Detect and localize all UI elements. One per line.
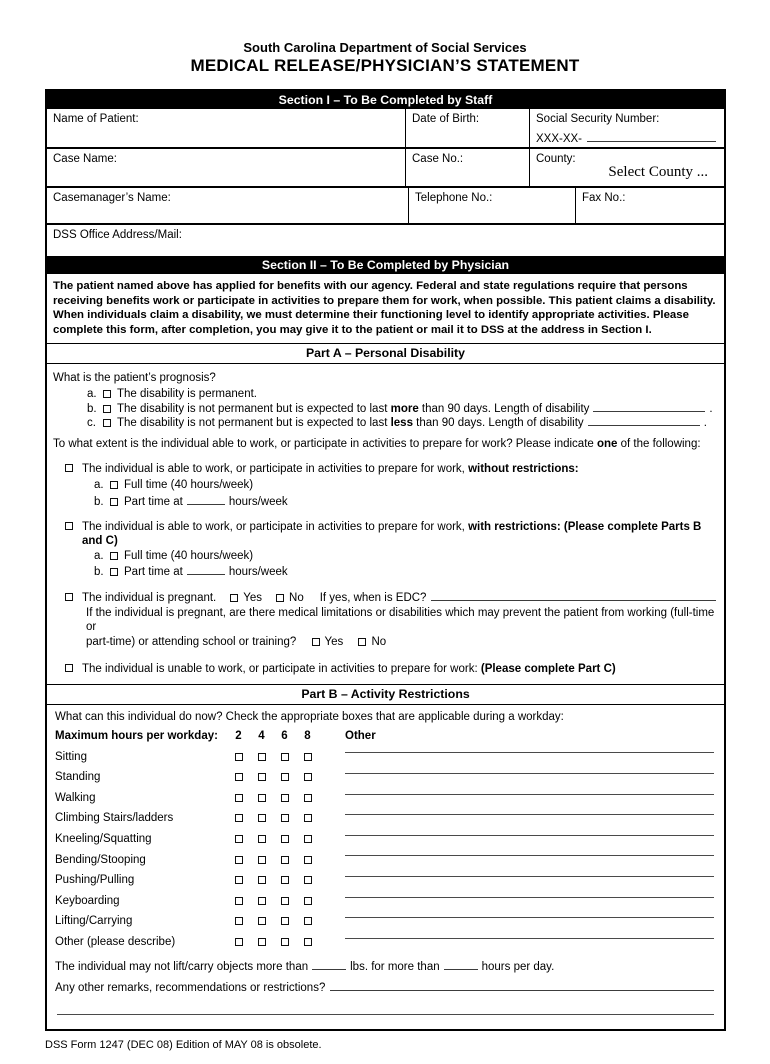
activity-label: Lifting/Carrying bbox=[55, 915, 133, 928]
part-time-checkbox[interactable] bbox=[110, 498, 118, 506]
checkbox-8h[interactable] bbox=[304, 773, 312, 781]
form-title: MEDICAL RELEASE/PHYSICIAN’S STATEMENT bbox=[190, 56, 580, 75]
full-time-checkbox[interactable] bbox=[110, 552, 118, 560]
hours-4-cell bbox=[250, 876, 273, 884]
dss-office-cell[interactable] bbox=[47, 225, 724, 256]
checkbox-4h[interactable] bbox=[258, 835, 266, 843]
hours-8-cell bbox=[296, 773, 319, 781]
activity-label: Pushing/Pulling bbox=[55, 874, 135, 887]
with-restrictions-bold: with restrictions: (Please complete Parts B and C) bbox=[82, 520, 702, 547]
length-of-disability-field[interactable] bbox=[593, 402, 705, 412]
hours-6-cell bbox=[273, 938, 296, 946]
remarks-field[interactable] bbox=[330, 981, 714, 991]
checkbox-8h[interactable] bbox=[304, 876, 312, 884]
other-field[interactable] bbox=[345, 835, 714, 836]
activity-row-other bbox=[55, 932, 716, 953]
pregnant-continuation-2 bbox=[86, 635, 718, 649]
activity-label: Keyboarding bbox=[55, 894, 120, 907]
checkbox-4h[interactable] bbox=[258, 938, 266, 946]
checkbox-4h[interactable] bbox=[258, 794, 266, 802]
checkbox-6h[interactable] bbox=[281, 835, 289, 843]
full-time-label: Full time (40 hours/week) bbox=[124, 550, 254, 563]
agency-name: South Carolina Department of Social Services bbox=[243, 40, 527, 55]
part-time-hours-field[interactable] bbox=[187, 565, 225, 575]
edc-date-field[interactable] bbox=[431, 591, 716, 601]
hours-8-cell bbox=[296, 794, 319, 802]
other-field[interactable] bbox=[345, 855, 714, 856]
activity-row-pushing bbox=[55, 870, 716, 891]
checkbox-2h[interactable] bbox=[235, 753, 243, 761]
ssn-label: Social Security Number: bbox=[536, 113, 660, 125]
other-field[interactable] bbox=[345, 814, 714, 815]
section1-row-1 bbox=[47, 109, 724, 149]
with-restrictions-checkbox[interactable] bbox=[65, 522, 73, 530]
without-full-time-option bbox=[94, 478, 718, 492]
case-no-cell[interactable] bbox=[406, 149, 530, 186]
ssn-field[interactable] bbox=[587, 132, 716, 142]
activity-label: Climbing Stairs/ladders bbox=[55, 812, 174, 825]
pregnant-yes bbox=[230, 591, 262, 605]
work-with-restrictions-option bbox=[53, 520, 718, 548]
county-cell bbox=[530, 149, 724, 186]
part-time-label: Part time at bbox=[124, 495, 183, 508]
pregnant-continuation-text: part-time) or attending school or training? bbox=[86, 636, 297, 649]
hours-6-cell bbox=[273, 897, 296, 905]
activity-row-sitting bbox=[55, 746, 716, 767]
length-of-disability-field[interactable] bbox=[588, 416, 700, 426]
hours-4-cell bbox=[250, 897, 273, 905]
casemanager-label: Casemanager’s Name: bbox=[53, 192, 171, 204]
activity-label: Bending/Stooping bbox=[55, 853, 146, 866]
prognosis-a-checkbox[interactable] bbox=[103, 390, 111, 398]
with-restrictions-text bbox=[82, 520, 718, 548]
prognosis-c-text: The disability is not permanent but is expected to last bbox=[117, 417, 391, 430]
extent-question-text: To what extent is the individual able to work, or participate in activities to prepare for work? Please indicate bbox=[53, 438, 597, 451]
case-name-label: Case Name: bbox=[53, 153, 117, 165]
option-letter: a. bbox=[94, 550, 104, 563]
name-of-patient-cell[interactable] bbox=[47, 109, 406, 147]
section1-row-3 bbox=[47, 188, 724, 225]
fax-label: Fax No.: bbox=[582, 192, 626, 204]
activity-row-walking bbox=[55, 788, 716, 809]
case-name-cell[interactable] bbox=[47, 149, 406, 186]
hours-4-cell bbox=[250, 773, 273, 781]
prognosis-option-b bbox=[87, 402, 718, 416]
checkbox-6h[interactable] bbox=[281, 814, 289, 822]
pregnant-no bbox=[276, 591, 304, 605]
part-a-body bbox=[47, 364, 724, 684]
hours-6-cell bbox=[273, 876, 296, 884]
other-field[interactable] bbox=[345, 897, 714, 898]
hours-col-4: 4 bbox=[258, 730, 265, 743]
fax-cell[interactable] bbox=[576, 188, 724, 223]
hours-6-cell bbox=[273, 814, 296, 822]
edc-question: If yes, when is EDC? bbox=[319, 591, 427, 604]
activity-row-lifting bbox=[55, 911, 716, 932]
full-time-checkbox[interactable] bbox=[110, 481, 118, 489]
hours-col-6: 6 bbox=[281, 730, 288, 743]
hours-4-cell bbox=[250, 917, 273, 925]
limitations-no-checkbox[interactable] bbox=[358, 638, 366, 646]
date-of-birth-cell[interactable] bbox=[406, 109, 530, 147]
without-restrictions-checkbox[interactable] bbox=[65, 464, 73, 472]
hours-6-cell bbox=[273, 835, 296, 843]
option-letter: c. bbox=[87, 417, 96, 430]
other-field[interactable] bbox=[345, 876, 714, 877]
lift-carry-statement bbox=[55, 960, 716, 973]
hours-2-cell bbox=[227, 876, 250, 884]
checkbox-6h[interactable] bbox=[281, 938, 289, 946]
pregnant-continuation-1: If the individual is pregnant, are there medical limitations or disabilities which may prevent the patient from working (full-time or bbox=[86, 606, 715, 633]
prognosis-b-bold: more bbox=[390, 402, 419, 415]
hours-2-cell bbox=[227, 856, 250, 864]
without-restrictions-text bbox=[82, 462, 718, 476]
hours-8-cell bbox=[296, 753, 319, 761]
form-number-footer: DSS Form 1247 (DEC 08) Edition of MAY 08 is obsolete. bbox=[45, 1039, 322, 1052]
activity-row-bending bbox=[55, 849, 716, 870]
lift-hours-field[interactable] bbox=[444, 960, 478, 970]
part-time-label2: hours/week bbox=[228, 565, 288, 578]
part-time-label2: hours/week bbox=[228, 495, 288, 508]
hours-6-cell bbox=[273, 753, 296, 761]
checkbox-2h[interactable] bbox=[235, 835, 243, 843]
part-time-hours-field[interactable] bbox=[187, 495, 225, 505]
other-field[interactable] bbox=[345, 752, 714, 753]
activity-row-standing bbox=[55, 767, 716, 788]
other-field[interactable] bbox=[345, 938, 714, 939]
section1-row-4 bbox=[47, 225, 724, 256]
checkbox-8h[interactable] bbox=[304, 794, 312, 802]
with-restrictions-pre: The individual is able to work, or participate in activities to prepare for work, bbox=[82, 520, 469, 533]
option-letter: b. bbox=[94, 495, 104, 508]
remarks-statement bbox=[55, 981, 716, 994]
checkbox-4h[interactable] bbox=[258, 773, 266, 781]
pregnant-text: The individual is pregnant. bbox=[82, 591, 217, 604]
date-of-birth-label: Date of Birth: bbox=[412, 113, 480, 125]
casemanager-cell[interactable] bbox=[47, 188, 409, 223]
checkbox-2h[interactable] bbox=[235, 856, 243, 864]
max-hours-label: Maximum hours per workday: bbox=[55, 730, 218, 743]
activity-label: Other (please describe) bbox=[55, 936, 176, 949]
prognosis-b-checkbox[interactable] bbox=[103, 405, 111, 413]
other-field[interactable] bbox=[345, 773, 714, 774]
hours-2-cell bbox=[227, 917, 250, 925]
county-select-dropdown[interactable]: Select County ... bbox=[608, 164, 708, 180]
checkbox-6h[interactable] bbox=[281, 753, 289, 761]
extent-question-bold: one bbox=[596, 438, 618, 451]
lift-lbs-field[interactable] bbox=[312, 960, 346, 970]
checkbox-2h[interactable] bbox=[235, 876, 243, 884]
without-restrictions-pre: The individual is able to work, or participate in activities to prepare for work, bbox=[82, 463, 469, 476]
yes-label: Yes bbox=[324, 636, 344, 649]
checkbox-4h[interactable] bbox=[258, 917, 266, 925]
prognosis-b-period: . bbox=[709, 402, 713, 415]
part-time-label: Part time at bbox=[124, 565, 183, 578]
prognosis-b-text: The disability is not permanent but is expected to last bbox=[117, 402, 391, 415]
prognosis-c-period: . bbox=[703, 417, 707, 430]
activity-label: Standing bbox=[55, 771, 101, 784]
hours-4-cell bbox=[250, 938, 273, 946]
extent-question bbox=[53, 437, 718, 451]
checkbox-8h[interactable] bbox=[304, 753, 312, 761]
activity-label: Sitting bbox=[55, 750, 87, 763]
pregnant-no-checkbox[interactable] bbox=[276, 594, 284, 602]
case-no-label: Case No.: bbox=[412, 153, 464, 165]
limitations-yes bbox=[312, 636, 344, 648]
checkbox-8h[interactable] bbox=[304, 938, 312, 946]
part-time-checkbox[interactable] bbox=[110, 568, 118, 576]
hours-8-cell bbox=[296, 876, 319, 884]
lift-carry-text2: lbs. for more than bbox=[350, 961, 440, 974]
checkbox-4h[interactable] bbox=[258, 814, 266, 822]
checkbox-8h[interactable] bbox=[304, 897, 312, 905]
option-letter: a. bbox=[87, 388, 97, 401]
extent-question-text2: of the following: bbox=[617, 438, 701, 451]
section2-header-bar: Section II – To Be Completed by Physician bbox=[47, 256, 724, 274]
checkbox-8h[interactable] bbox=[304, 835, 312, 843]
hours-2-cell bbox=[227, 773, 250, 781]
checkbox-4h[interactable] bbox=[258, 753, 266, 761]
pregnant-option bbox=[53, 591, 718, 605]
part-b-header: Part B – Activity Restrictions bbox=[47, 684, 724, 705]
work-without-restrictions-option bbox=[53, 462, 718, 476]
prognosis-c-checkbox[interactable] bbox=[103, 419, 111, 427]
no-label: No bbox=[371, 636, 387, 649]
prognosis-b-text2: than 90 days. Length of disability bbox=[418, 402, 590, 415]
without-restrictions-bold: without restrictions: bbox=[468, 463, 579, 476]
hours-6-cell bbox=[273, 794, 296, 802]
part-b-intro: What can this individual do now? Check the appropriate boxes that are applicable during a workday: bbox=[55, 711, 564, 724]
lift-carry-text: The individual may not lift/carry objects more than bbox=[55, 961, 309, 974]
part-a-header: Part A – Personal Disability bbox=[47, 343, 724, 364]
no-label: No bbox=[289, 591, 304, 604]
hours-2-cell bbox=[227, 814, 250, 822]
document-titles bbox=[0, 40, 770, 76]
activity-label: Walking bbox=[55, 791, 96, 804]
checkbox-8h[interactable] bbox=[304, 856, 312, 864]
option-letter: a. bbox=[94, 478, 104, 491]
page bbox=[0, 40, 770, 1064]
part-b-body bbox=[47, 705, 724, 1029]
checkbox-4h[interactable] bbox=[258, 876, 266, 884]
checkbox-8h[interactable] bbox=[304, 814, 312, 822]
hours-col-2: 2 bbox=[235, 730, 242, 743]
checkbox-6h[interactable] bbox=[281, 917, 289, 925]
prognosis-question: What is the patient’s prognosis? bbox=[53, 372, 216, 385]
other-column-label: Other bbox=[345, 730, 376, 743]
hours-2-cell bbox=[227, 794, 250, 802]
hours-4-cell bbox=[250, 814, 273, 822]
with-part-time-option bbox=[94, 565, 718, 579]
hours-8-cell bbox=[296, 835, 319, 843]
hours-2-cell bbox=[227, 753, 250, 761]
hours-header-row bbox=[55, 730, 716, 742]
name-of-patient-label: Name of Patient: bbox=[53, 113, 139, 125]
activity-row-kneeling bbox=[55, 829, 716, 850]
hours-8-cell bbox=[296, 917, 319, 925]
unable-to-work-option bbox=[53, 662, 718, 676]
checkbox-8h[interactable] bbox=[304, 917, 312, 925]
hours-6-cell bbox=[273, 917, 296, 925]
form-body bbox=[45, 89, 726, 1031]
hours-2-cell bbox=[227, 897, 250, 905]
county-label: County: bbox=[536, 153, 576, 165]
checkbox-6h[interactable] bbox=[281, 856, 289, 864]
unable-to-work-text bbox=[82, 662, 718, 676]
pregnant-checkbox[interactable] bbox=[65, 593, 73, 601]
option-letter: b. bbox=[94, 565, 104, 578]
unable-to-work-pre: The individual is unable to work, or participate in activities to prepare for work: bbox=[82, 663, 481, 676]
section1-row-2 bbox=[47, 149, 724, 188]
prognosis-a-text: The disability is permanent. bbox=[117, 388, 257, 401]
option-letter: b. bbox=[87, 402, 97, 415]
with-full-time-option bbox=[94, 549, 718, 563]
activity-row-climbing bbox=[55, 808, 716, 829]
checkbox-2h[interactable] bbox=[235, 814, 243, 822]
checkbox-4h[interactable] bbox=[258, 856, 266, 864]
ssn-cell[interactable] bbox=[530, 109, 724, 147]
hours-4-cell bbox=[250, 856, 273, 864]
telephone-cell[interactable] bbox=[409, 188, 576, 223]
checkbox-6h[interactable] bbox=[281, 794, 289, 802]
prognosis-option-c bbox=[87, 416, 718, 430]
full-time-label: Full time (40 hours/week) bbox=[124, 478, 254, 491]
ssn-entry bbox=[536, 132, 718, 145]
yes-label: Yes bbox=[243, 591, 263, 604]
checkbox-2h[interactable] bbox=[235, 773, 243, 781]
remarks-label: Any other remarks, recommendations or restrictions? bbox=[55, 982, 326, 995]
checkbox-2h[interactable] bbox=[235, 794, 243, 802]
checkbox-2h[interactable] bbox=[235, 938, 243, 946]
remarks-field-line-2[interactable] bbox=[57, 1014, 714, 1015]
hours-8-cell bbox=[296, 814, 319, 822]
hours-4-cell bbox=[250, 835, 273, 843]
unable-to-work-checkbox[interactable] bbox=[65, 664, 73, 672]
hours-4-cell bbox=[250, 753, 273, 761]
dss-office-label: DSS Office Address/Mail: bbox=[53, 229, 182, 241]
hours-6-cell bbox=[273, 856, 296, 864]
lift-carry-text3: hours per day. bbox=[481, 961, 555, 974]
hours-8-cell bbox=[296, 938, 319, 946]
checkbox-6h[interactable] bbox=[281, 876, 289, 884]
limitations-no bbox=[358, 636, 386, 648]
checkbox-2h[interactable] bbox=[235, 897, 243, 905]
hours-8-cell bbox=[296, 856, 319, 864]
section1-header-bar: Section I – To Be Completed by Staff bbox=[47, 91, 724, 109]
checkbox-4h[interactable] bbox=[258, 897, 266, 905]
checkbox-2h[interactable] bbox=[235, 917, 243, 925]
prognosis-c-text2: than 90 days. Length of disability bbox=[412, 417, 584, 430]
checkbox-6h[interactable] bbox=[281, 897, 289, 905]
activity-row-keyboarding bbox=[55, 891, 716, 912]
activity-label: Kneeling/Squatting bbox=[55, 833, 152, 846]
without-part-time-option bbox=[94, 495, 718, 509]
telephone-label: Telephone No.: bbox=[415, 192, 493, 204]
physician-instructions: The patient named above has applied for benefits with our agency. Federal and state regulations require that persons receiving benefits work or participate in activities to prepare them for work, when possible. This patient claims a disability. When individuals claim a disability, we must determine their functioning level to identify appropriate activities. Please complete this form, after completion, you may give it to the patient or mail it to DSS at the address in Section I. bbox=[53, 280, 716, 336]
checkbox-6h[interactable] bbox=[281, 773, 289, 781]
hours-2-cell bbox=[227, 835, 250, 843]
pregnant-yes-checkbox[interactable] bbox=[230, 594, 238, 602]
prognosis-c-bold: less bbox=[390, 417, 413, 430]
prognosis-option-a bbox=[87, 387, 718, 401]
ssn-prefix: XXX-XX- bbox=[536, 133, 583, 145]
hours-8-cell bbox=[296, 897, 319, 905]
other-field[interactable] bbox=[345, 917, 714, 918]
hours-2-cell bbox=[227, 938, 250, 946]
hours-4-cell bbox=[250, 794, 273, 802]
hours-6-cell bbox=[273, 773, 296, 781]
limitations-yes-checkbox[interactable] bbox=[312, 638, 320, 646]
hours-col-8: 8 bbox=[304, 730, 311, 743]
other-field[interactable] bbox=[345, 794, 714, 795]
unable-to-work-bold: (Please complete Part C) bbox=[480, 663, 616, 676]
